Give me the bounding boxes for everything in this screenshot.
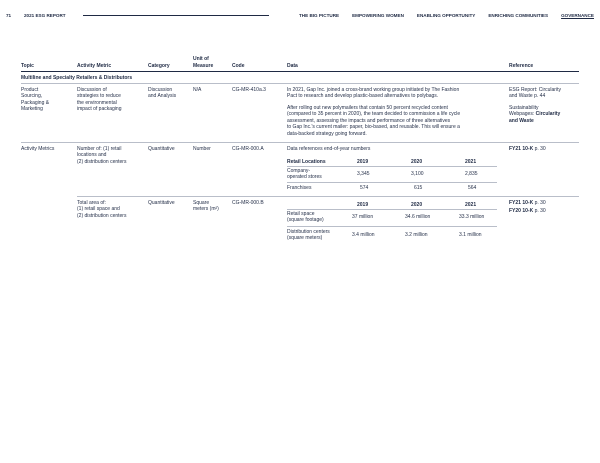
row3-code: CG-MR-000.B [232, 200, 264, 206]
retail-locations-header: Retail Locations [287, 159, 326, 165]
row1-metric [77, 87, 121, 113]
label-line: Company- [287, 168, 311, 174]
col-metric: Activity Metric [77, 63, 112, 69]
row3-unit [193, 200, 219, 213]
table-cell: 2,835 [465, 171, 478, 177]
row3-reference-fy21 [509, 200, 546, 206]
row2-divider [77, 196, 579, 197]
col-unit-line2: Measure [193, 63, 214, 69]
circularity-link[interactable]: Circularity [535, 111, 561, 118]
row3-metric-line: Total area of: [77, 200, 106, 206]
row1-category-line: Discussion [148, 87, 173, 93]
unit-line: meters (m²) [193, 206, 219, 213]
data-line: In 2021, Gap Inc. joined a cross-brand working group initiated by The Fashion [287, 87, 460, 93]
col-code: Code [232, 63, 245, 69]
table-cell: 574 [360, 185, 369, 191]
nav-enriching-communities[interactable]: ENRICHING COMMUNITIES [488, 13, 549, 18]
unit-line: Square [193, 200, 210, 206]
row3-metric [77, 200, 126, 219]
table-cell: 37 million [352, 214, 374, 220]
data-line: (compared to 35 percent in 2020), the team decided to commission a life cycle [287, 111, 461, 118]
subtable-row-label [287, 211, 324, 224]
row3-metric-line: (1) retail space and [77, 206, 120, 213]
col-topic: Topic [21, 63, 34, 69]
row2-code: CG-MR-000.A [232, 146, 264, 152]
data-line: Pact to research and develop plastic-based alternatives to polybags. [287, 93, 439, 100]
table-cell: 34.6 million [405, 214, 431, 220]
year-2020: 2020 [411, 202, 423, 208]
waste-link[interactable]: and Waste [509, 117, 534, 124]
row1-category-line: and Analysis [148, 93, 177, 100]
nav-governance[interactable]: GOVERNANCE [561, 13, 594, 18]
table-cell: 3,345 [357, 171, 370, 177]
row2-metric-line: Number of: (1) retail [77, 146, 122, 152]
table-cell: 3.2 million [405, 232, 428, 238]
reference-page: p. 30 [533, 200, 546, 206]
fy21-10k-link[interactable]: FY21 10-K [509, 200, 534, 206]
row1-metric-line: Discussion of [77, 87, 107, 93]
reference-line: Webpages: [509, 111, 535, 118]
row2-topic: Activity Metrics [21, 146, 55, 152]
subtable-divider [287, 166, 497, 167]
col-data: Data [287, 63, 298, 69]
nav-enabling-opportunity[interactable]: ENABLING OPPORTUNITY [416, 13, 476, 18]
row1-category [148, 87, 176, 100]
page-number: 71 [6, 13, 12, 18]
header-rule [83, 15, 269, 16]
subtable-divider [287, 209, 497, 210]
table-cell: 615 [414, 185, 423, 191]
year-2021: 2021 [465, 159, 477, 165]
col-reference: Reference [509, 63, 534, 69]
fy20-10k-link[interactable]: FY20 10-K [509, 208, 534, 214]
table-cell: 564 [468, 185, 477, 191]
row1-metric-line: the environmental [77, 99, 117, 106]
row1-unit: N/A [193, 87, 202, 93]
row1-topic-line: Packaging & [21, 99, 50, 106]
row3-category: Quantitative [148, 200, 175, 206]
row1-topic-line: Product [21, 87, 39, 93]
row3-reference-fy20 [509, 208, 546, 214]
fy21-10k-link[interactable]: FY21 10-K [509, 146, 534, 152]
row3-metric-line: (2) distribution centers [77, 212, 127, 219]
row2-unit: Number [193, 146, 211, 152]
row1-metric-line: impact of packaging [77, 106, 122, 113]
data-line: to Gap Inc.'s current mailer: paper, bio-based, and reusable. This will ensure a [287, 124, 460, 131]
subtable-divider [287, 226, 497, 227]
section-title: Multiline and Specialty Retailers & Distributors [21, 75, 133, 81]
row2-category: Quantitative [148, 146, 175, 152]
nav-big-picture[interactable]: THE BIG PICTURE [299, 13, 340, 18]
table-cell: 3.1 million [459, 232, 482, 238]
row1-data-paragraph-2 [287, 105, 460, 137]
year-2020: 2020 [411, 159, 423, 165]
row2-metric-line: locations and [77, 152, 107, 159]
header-divider [21, 71, 579, 72]
row2-metric-line: (2) distribution centers [77, 158, 127, 165]
table-cell: 3,100 [411, 171, 424, 177]
row1-reference-webpages [509, 105, 560, 124]
report-title: 2021 ESG REPORT [24, 13, 66, 18]
row1-data-paragraph-1 [287, 87, 459, 100]
col-unit-line1: Unit of [193, 56, 209, 62]
table-cell: 33.3 million [459, 214, 485, 220]
row1-code: CG-MR-410a.3 [232, 87, 266, 93]
reference-page: p. 30 [533, 208, 546, 214]
year-2021: 2021 [465, 202, 477, 208]
label-line: operated stores [287, 174, 322, 181]
row1-topic-line: Sourcing, [21, 93, 43, 100]
page-header [6, 13, 594, 23]
nav-empowering-women[interactable]: EMPOWERING WOMEN [352, 13, 404, 18]
table-cell: 3.4 million [352, 232, 375, 238]
row1-metric-line: strategies to reduce [77, 93, 121, 100]
label-line: Retail space [287, 211, 315, 217]
row1-reference-report [509, 87, 561, 100]
subtable-row-label [287, 229, 330, 242]
label-line: (square meters) [287, 235, 323, 242]
subtable-divider [287, 182, 497, 183]
subtable-row-label: Franchises [287, 185, 312, 191]
subtable-row-label [287, 168, 322, 181]
top-nav [299, 13, 594, 18]
year-2019: 2019 [357, 159, 369, 165]
data-line: assessment, assessing the impacts and performance of three alternatives [287, 117, 451, 124]
label-line: Distribution centers [287, 229, 330, 235]
year-2019: 2019 [357, 202, 369, 208]
col-category: Category [148, 63, 170, 69]
row2-reference [509, 146, 546, 152]
reference-page: p. 30 [533, 146, 546, 152]
reference-line: Sustainability [509, 105, 539, 111]
label-line: (square footage) [287, 217, 324, 224]
row2-metric [77, 146, 126, 165]
reference-line[interactable]: ESG Report: Circularity [509, 87, 561, 93]
reference-line[interactable]: and Waste p. 44 [509, 93, 546, 100]
row1-topic-line: Marketing [21, 106, 43, 113]
row2-data-intro: Data references end-of-year numbers [287, 146, 371, 152]
data-line: data-backed strategy going forward. [287, 130, 367, 137]
row1-divider [21, 142, 579, 143]
data-line: After rolling out new polymailers that contain 50 percent recycled content [287, 105, 448, 111]
section-divider [21, 83, 579, 84]
row1-topic [21, 87, 49, 113]
